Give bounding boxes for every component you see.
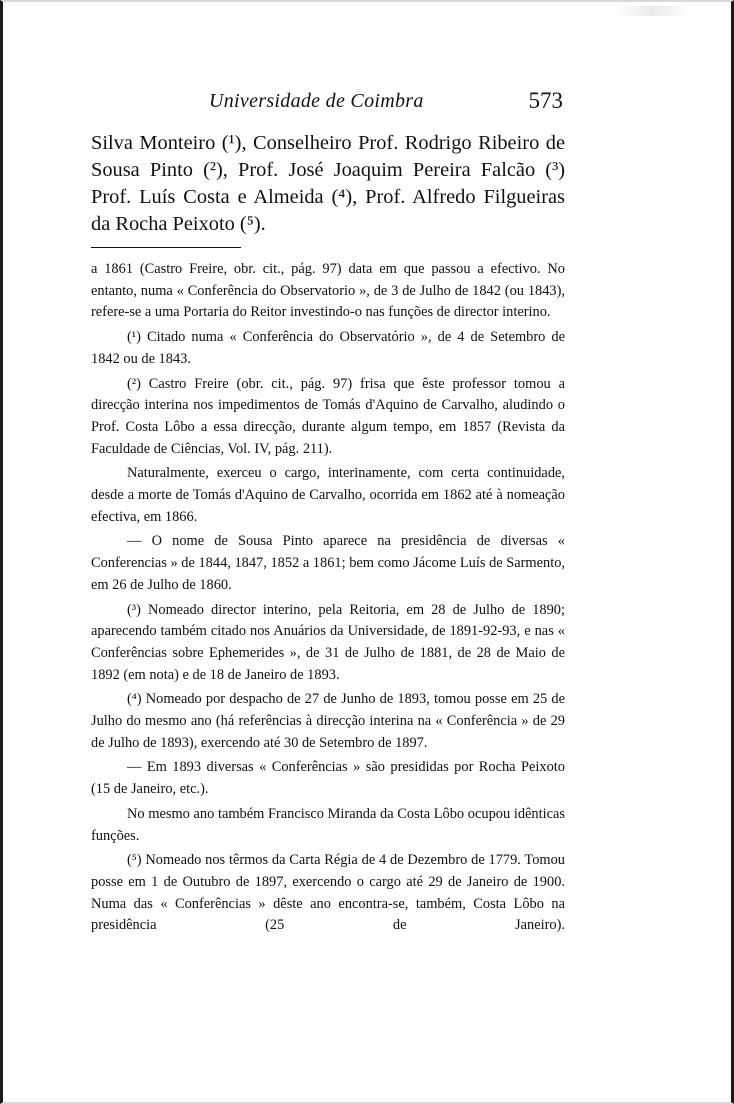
main-paragraph: Silva Monteiro (¹), Conselheiro Prof. Rodrigo Ribeiro de Sousa Pinto (²), Prof. José Joaquim Pereira Falcão (³) Prof. Luís Costa e Almeida (⁴), Prof. Alfredo Filgueiras da Rocha Peixoto (⁵). xyxy=(91,132,565,235)
footnote-4-paragraph-3: No mesmo ano também Francisco Miranda da Costa Lôbo ocupou idênticas funções. xyxy=(91,805,565,844)
footnote-4-paragraph-2: — Em 1893 diversas « Conferências » são presididas por Rocha Peixoto (15 de Janeiro, etc.). xyxy=(91,759,565,798)
footnote-2-paragraph-2: Naturalmente, exerceu o cargo, interinamente, com certa continuidade, desde a morte de Tomás d'Aquino de Carvalho, ocorrida em 1862 até à nomeação efectiva, em 1866. xyxy=(91,465,565,525)
footnote-1: (¹) Citado numa « Conferência do Observatório », de 4 de Setembro de 1842 ou de 1843. xyxy=(91,329,565,367)
footnote-4: (⁴) Nomeado por despacho de 27 de Junho de 1893, tomou posse em 25 de Julho do mesmo ano (há referências à direcção interina na « Conferência » de 29 de Julho de 1893), exercendo até 30 de Setembro de 1897. xyxy=(91,691,565,751)
page-header xyxy=(89,90,565,120)
footnote-continuation: a 1861 (Castro Freire, obr. cit., pág. 97) data em que passou a efectivo. No entanto, numa « Conferência do Observatorio », de 3 de Julho de 1842 (ou 1843), refere-se a uma Portaria do Reitor investindo-o nas funções de director interino. xyxy=(91,261,565,321)
footnote-divider xyxy=(91,247,241,248)
footnote-5: (⁵) Nomeado nos têrmos da Carta Régia de 4 de Dezembro de 1779. Tomou posse em 1 de Outubro de 1897, exercendo o cargo até 29 de Janeiro de 1900. Numa das « Conferências » dêste ano encontra-se, também, Costa Lôbo na presidência (25 de Janeiro). xyxy=(91,852,565,934)
running-title: Universidade de Coimbra xyxy=(209,90,424,112)
footnote-2: (²) Castro Freire (obr. cit., pág. 97) frisa que êste professor tomou a direcção interina nos impedimentos de Tomás d'Aquino de Carvalho, aludindo o Prof. Costa Lôbo a essa direcção, durante algum tempo, em 1857 (Revista da Faculdade de Ciências, Vol. IV, pág. 211). xyxy=(91,375,565,457)
footnotes xyxy=(91,259,565,940)
page-number: 573 xyxy=(528,88,563,113)
scan-smudge xyxy=(613,6,693,16)
footnote-2-paragraph-3: — O nome de Sousa Pinto aparece na presidência de diversas « Conferencias » de 1844, 1847, 1852 a 1861; bem como Jácome Luís de Sarmento, em 26 de Julho de 1860. xyxy=(91,533,565,593)
footnote-3: (³) Nomeado director interino, pela Reitoria, em 28 de Julho de 1890; aparecendo também citado nos Anuários da Universidade, de 1891-92-93, e nas « Conferências sobre Ephemerides », de 31 de Julho de 1881, de 28 de Maio de 1892 (em nota) e de 18 de Janeiro de 1893. xyxy=(91,601,565,683)
